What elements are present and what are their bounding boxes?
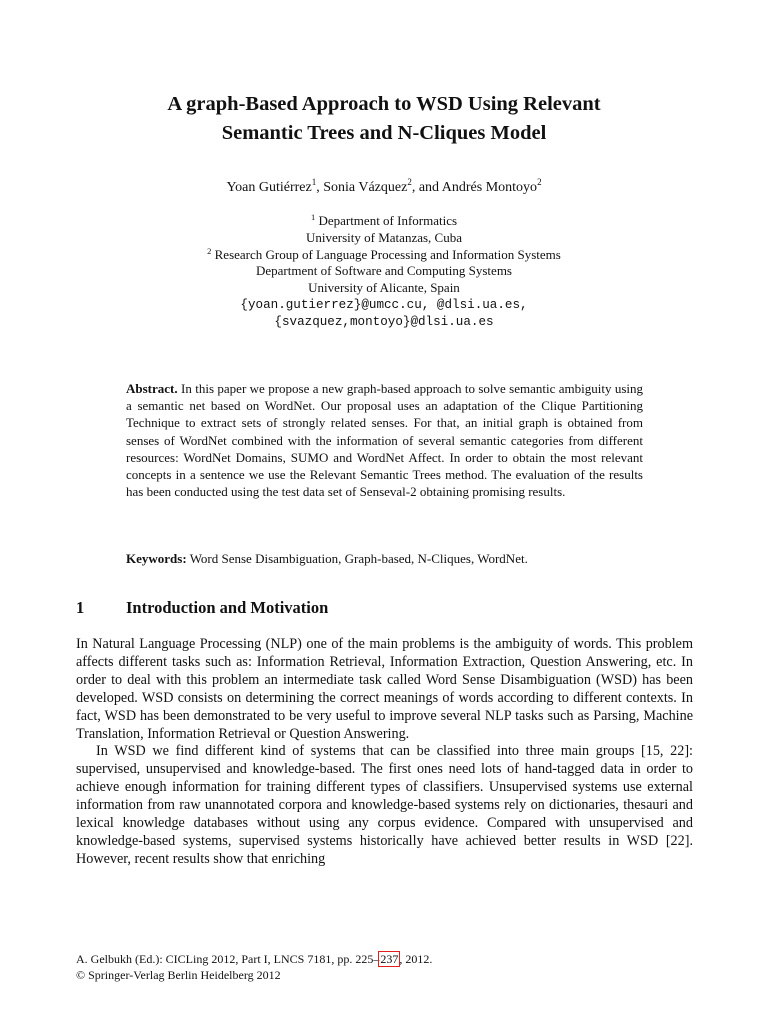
keywords bbox=[126, 550, 643, 567]
page-link[interactable]: 237 bbox=[380, 952, 399, 966]
body-text bbox=[76, 636, 693, 869]
affiliation-line: $^2$ Research Group of Language Processing and Information Systems bbox=[207, 245, 561, 262]
affiliation-mark: 2 bbox=[207, 245, 212, 256]
author-3: Andrés Montoyo bbox=[441, 180, 538, 195]
author-1-mark: 1 bbox=[311, 177, 317, 187]
keywords-label: Keywords: bbox=[126, 551, 187, 566]
paragraph: In Natural Language Processing (NLP) one of the main problems is the ambiguity of words. This problem affects different tasks such as: Information Retrieval, Information Extraction, Question Answering, etc. In order to deal with this problem an intermediate task called Word Sense Disambiguation (WSD) has been developed. WSD consists on determining the correct meanings of words according to different contexts. In fact, WSD has been demonstrated to be very useful to improve several NLP tasks such as Parsing, Machine Translation, Information Retrieval or Question Answering. bbox=[76, 636, 693, 742]
abstract-label: Abstract. bbox=[126, 381, 178, 396]
email-line: {yoan.gutierrez}@umcc.cu, @dlsi.ua.es, bbox=[240, 297, 528, 312]
section-number: 1 bbox=[76, 598, 85, 617]
author-separator: , and bbox=[411, 180, 442, 195]
section-heading bbox=[76, 597, 696, 619]
footer-citation bbox=[76, 951, 696, 983]
section-title: Introduction and Motivation bbox=[126, 598, 329, 617]
affiliations bbox=[60, 213, 708, 331]
author-2: Sonia Vázquez bbox=[323, 180, 408, 195]
author-separator: , bbox=[316, 180, 324, 195]
paragraph: In WSD we find different kind of systems that can be classified into three main groups [15, 22]: supervised, unsupervised and knowledge-based. The first ones need lots of hand-tagged data in order to achieve enough information for training different types of classifiers. Unsupervised systems use external information from raw unannotated corpora and knowledge-based systems rely on dictionaries, thesauri and lexical knowledge databases without using any corpus evidence. Compared with unsupervised and knowledge-based systems, supervised systems historically have achieved better results in WSD [22]. However, recent results show that enriching bbox=[76, 743, 693, 867]
copyright-line: © Springer-Verlag Berlin Heidelberg 2012 bbox=[76, 968, 281, 982]
affiliation-line: University of Alicante, Spain bbox=[308, 280, 460, 296]
title-line-2: Semantic Trees and N-Cliques Model bbox=[221, 122, 547, 144]
affiliation-line: $^1$ Department of Informatics bbox=[310, 212, 458, 228]
citation-line: A. Gelbukh (Ed.): CICLing 2012, Part I, LNCS 7181, pp. 225–237, 2012. bbox=[76, 952, 433, 966]
author-1: Yoan Gutiérrez bbox=[226, 180, 312, 195]
affiliation-mark: 1 bbox=[310, 212, 316, 222]
keywords-text: Word Sense Disambiguation, Graph-based, N-Cliques, WordNet. bbox=[189, 551, 528, 566]
abstract bbox=[126, 380, 643, 500]
title-line-1: A graph-Based Approach to WSD Using Relevant bbox=[167, 93, 601, 115]
author-3-mark: 2 bbox=[537, 177, 542, 187]
abstract-text: In this paper we propose a new graph-based approach to solve semantic ambiguity using a semantic net based on WordNet. Our proposal uses an adaptation of the Clique Partitioning Technique to extract sets of strongly related senses. For that, an initial graph is obtained from senses of WordNet combined with the information of several semantic categories from different resources: WordNet Domains, SUMO and WordNet Affect. In order to obtain the most relevant concepts in a sentence we use the Relevant Semantic Trees method. The evaluation of the results has been conducted using the test data set of Senseval-2 obtaining promising results. bbox=[126, 381, 644, 500]
email-line: {svazquez,montoyo}@dlsi.ua.es bbox=[274, 314, 494, 329]
author-list bbox=[60, 178, 708, 198]
author-2-mark: 2 bbox=[407, 177, 412, 187]
affiliation-line: Department of Software and Computing Systems bbox=[256, 263, 512, 279]
affiliation-line: University of Matanzas, Cuba bbox=[306, 229, 462, 245]
paper-title bbox=[60, 90, 708, 148]
